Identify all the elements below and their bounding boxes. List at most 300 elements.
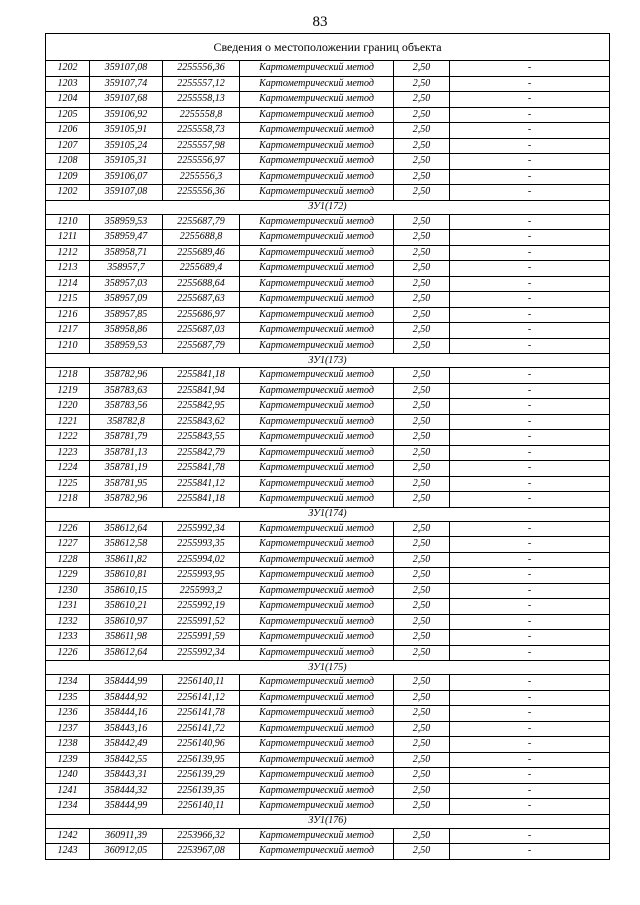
description-cell: -: [450, 721, 610, 737]
precision-cell: 2,50: [394, 368, 450, 384]
precision-cell: 2,50: [394, 799, 450, 815]
point-number-cell: 1232: [46, 614, 90, 630]
method-cell: Картометрический метод: [240, 338, 394, 354]
point-number-cell: 1225: [46, 476, 90, 492]
table-row: [46, 214, 610, 230]
description-cell: -: [450, 737, 610, 753]
method-cell: Картометрический метод: [240, 844, 394, 860]
description-cell: -: [450, 430, 610, 446]
method-cell: Картометрический метод: [240, 737, 394, 753]
method-cell: Картометрический метод: [240, 599, 394, 615]
table-row: [46, 292, 610, 308]
description-cell: -: [450, 706, 610, 722]
method-cell: Картометрический метод: [240, 690, 394, 706]
y-coordinate-cell: 2255557,98: [163, 138, 240, 154]
x-coordinate-cell: 358957,09: [90, 292, 163, 308]
x-coordinate-cell: 358612,58: [90, 537, 163, 553]
method-cell: Картометрический метод: [240, 645, 394, 661]
x-coordinate-cell: 358443,31: [90, 768, 163, 784]
description-cell: -: [450, 799, 610, 815]
precision-cell: 2,50: [394, 645, 450, 661]
method-cell: Картометрический метод: [240, 414, 394, 430]
description-cell: -: [450, 630, 610, 646]
table-row: [46, 154, 610, 170]
table-row: [46, 383, 610, 399]
x-coordinate-cell: 358958,86: [90, 323, 163, 339]
description-cell: -: [450, 537, 610, 553]
y-coordinate-cell: 2255991,59: [163, 630, 240, 646]
table-row: [46, 138, 610, 154]
table-row: [46, 245, 610, 261]
precision-cell: 2,50: [394, 214, 450, 230]
y-coordinate-cell: 2255841,18: [163, 368, 240, 384]
x-coordinate-cell: 358782,96: [90, 492, 163, 508]
precision-cell: 2,50: [394, 492, 450, 508]
description-cell: -: [450, 599, 610, 615]
point-number-cell: 1226: [46, 645, 90, 661]
y-coordinate-cell: 2255556,97: [163, 154, 240, 170]
point-number-cell: 1237: [46, 721, 90, 737]
description-cell: -: [450, 414, 610, 430]
y-coordinate-cell: 2256139,35: [163, 783, 240, 799]
point-number-cell: 1216: [46, 307, 90, 323]
method-cell: Картометрический метод: [240, 138, 394, 154]
table-row: [46, 568, 610, 584]
table-row: [46, 599, 610, 615]
x-coordinate-cell: 359107,08: [90, 61, 163, 77]
x-coordinate-cell: 358957,85: [90, 307, 163, 323]
precision-cell: 2,50: [394, 430, 450, 446]
precision-cell: 2,50: [394, 154, 450, 170]
table-row: [46, 276, 610, 292]
table-row: [46, 368, 610, 384]
point-number-cell: 1208: [46, 154, 90, 170]
y-coordinate-cell: 2255687,03: [163, 323, 240, 339]
table-row: [46, 430, 610, 446]
y-coordinate-cell: 2255556,36: [163, 185, 240, 201]
precision-cell: 2,50: [394, 338, 450, 354]
precision-cell: 2,50: [394, 185, 450, 201]
method-cell: Картометрический метод: [240, 61, 394, 77]
y-coordinate-cell: 2256141,78: [163, 706, 240, 722]
description-cell: -: [450, 185, 610, 201]
precision-cell: 2,50: [394, 844, 450, 860]
point-number-cell: 1242: [46, 828, 90, 844]
x-coordinate-cell: 358959,53: [90, 214, 163, 230]
y-coordinate-cell: 2255841,78: [163, 461, 240, 477]
point-number-cell: 1211: [46, 230, 90, 246]
precision-cell: 2,50: [394, 706, 450, 722]
y-coordinate-cell: 2255687,79: [163, 338, 240, 354]
x-coordinate-cell: 358610,81: [90, 568, 163, 584]
method-cell: Картометрический метод: [240, 768, 394, 784]
precision-cell: 2,50: [394, 123, 450, 139]
point-number-cell: 1234: [46, 799, 90, 815]
point-number-cell: 1239: [46, 752, 90, 768]
boundary-coordinates-table: [45, 33, 610, 860]
method-cell: Картометрический метод: [240, 630, 394, 646]
method-cell: Картометрический метод: [240, 292, 394, 308]
method-cell: Картометрический метод: [240, 383, 394, 399]
description-cell: -: [450, 138, 610, 154]
method-cell: Картометрический метод: [240, 230, 394, 246]
description-cell: -: [450, 844, 610, 860]
method-cell: Картометрический метод: [240, 828, 394, 844]
method-cell: Картометрический метод: [240, 552, 394, 568]
precision-cell: 2,50: [394, 323, 450, 339]
precision-cell: 2,50: [394, 245, 450, 261]
method-cell: Картометрический метод: [240, 76, 394, 92]
table-row: [46, 521, 610, 537]
x-coordinate-cell: 359105,91: [90, 123, 163, 139]
method-cell: Картометрический метод: [240, 461, 394, 477]
precision-cell: 2,50: [394, 721, 450, 737]
point-number-cell: 1204: [46, 92, 90, 108]
method-cell: Картометрический метод: [240, 583, 394, 599]
table-row: [46, 461, 610, 477]
precision-cell: 2,50: [394, 92, 450, 108]
y-coordinate-cell: 2256139,29: [163, 768, 240, 784]
precision-cell: 2,50: [394, 828, 450, 844]
section-label: ЗУ1(175): [46, 661, 610, 675]
method-cell: Картометрический метод: [240, 276, 394, 292]
table-row: [46, 169, 610, 185]
precision-cell: 2,50: [394, 61, 450, 77]
point-number-cell: 1229: [46, 568, 90, 584]
point-number-cell: 1219: [46, 383, 90, 399]
point-number-cell: 1233: [46, 630, 90, 646]
x-coordinate-cell: 359107,08: [90, 185, 163, 201]
x-coordinate-cell: 358959,53: [90, 338, 163, 354]
method-cell: Картометрический метод: [240, 675, 394, 691]
x-coordinate-cell: 358782,8: [90, 414, 163, 430]
method-cell: Картометрический метод: [240, 92, 394, 108]
x-coordinate-cell: 358444,32: [90, 783, 163, 799]
section-header-row: [46, 661, 610, 675]
method-cell: Картометрический метод: [240, 430, 394, 446]
method-cell: Картометрический метод: [240, 568, 394, 584]
method-cell: Картометрический метод: [240, 261, 394, 277]
table-row: [46, 630, 610, 646]
description-cell: -: [450, 338, 610, 354]
method-cell: Картометрический метод: [240, 185, 394, 201]
x-coordinate-cell: 358444,99: [90, 675, 163, 691]
point-number-cell: 1243: [46, 844, 90, 860]
y-coordinate-cell: 2255843,55: [163, 430, 240, 446]
y-coordinate-cell: 2255842,79: [163, 445, 240, 461]
method-cell: Картометрический метод: [240, 752, 394, 768]
precision-cell: 2,50: [394, 675, 450, 691]
method-cell: Картометрический метод: [240, 323, 394, 339]
y-coordinate-cell: 2253967,08: [163, 844, 240, 860]
x-coordinate-cell: 360911,39: [90, 828, 163, 844]
method-cell: Картометрический метод: [240, 399, 394, 415]
description-cell: -: [450, 292, 610, 308]
precision-cell: 2,50: [394, 783, 450, 799]
method-cell: Картометрический метод: [240, 799, 394, 815]
x-coordinate-cell: 358783,63: [90, 383, 163, 399]
table-title-row: [46, 34, 610, 61]
table-row: [46, 261, 610, 277]
x-coordinate-cell: 358783,56: [90, 399, 163, 415]
table-row: [46, 675, 610, 691]
description-cell: -: [450, 245, 610, 261]
table-row: [46, 752, 610, 768]
x-coordinate-cell: 358610,21: [90, 599, 163, 615]
table-row: [46, 552, 610, 568]
table-row: [46, 844, 610, 860]
point-number-cell: 1241: [46, 783, 90, 799]
x-coordinate-cell: 359107,68: [90, 92, 163, 108]
table-row: [46, 323, 610, 339]
y-coordinate-cell: 2253966,32: [163, 828, 240, 844]
table-row: [46, 690, 610, 706]
point-number-cell: 1213: [46, 261, 90, 277]
precision-cell: 2,50: [394, 690, 450, 706]
description-cell: -: [450, 521, 610, 537]
x-coordinate-cell: 358443,16: [90, 721, 163, 737]
method-cell: Картометрический метод: [240, 521, 394, 537]
method-cell: Картометрический метод: [240, 706, 394, 722]
table-row: [46, 537, 610, 553]
table-row: [46, 476, 610, 492]
section-header-row: [46, 814, 610, 828]
precision-cell: 2,50: [394, 230, 450, 246]
y-coordinate-cell: 2255558,13: [163, 92, 240, 108]
table-row: [46, 768, 610, 784]
y-coordinate-cell: 2255689,4: [163, 261, 240, 277]
y-coordinate-cell: 2255687,63: [163, 292, 240, 308]
description-cell: -: [450, 307, 610, 323]
y-coordinate-cell: 2255688,8: [163, 230, 240, 246]
description-cell: -: [450, 61, 610, 77]
table-row: [46, 645, 610, 661]
table-row: [46, 92, 610, 108]
method-cell: Картометрический метод: [240, 169, 394, 185]
method-cell: Картометрический метод: [240, 107, 394, 123]
description-cell: -: [450, 276, 610, 292]
description-cell: -: [450, 123, 610, 139]
point-number-cell: 1228: [46, 552, 90, 568]
y-coordinate-cell: 2256140,96: [163, 737, 240, 753]
method-cell: Картометрический метод: [240, 537, 394, 553]
y-coordinate-cell: 2255686,97: [163, 307, 240, 323]
x-coordinate-cell: 358610,97: [90, 614, 163, 630]
y-coordinate-cell: 2255841,12: [163, 476, 240, 492]
point-number-cell: 1218: [46, 368, 90, 384]
section-header-row: [46, 200, 610, 214]
table-row: [46, 706, 610, 722]
description-cell: -: [450, 76, 610, 92]
table-row: [46, 307, 610, 323]
description-cell: -: [450, 323, 610, 339]
point-number-cell: 1224: [46, 461, 90, 477]
x-coordinate-cell: 359105,24: [90, 138, 163, 154]
x-coordinate-cell: 358781,13: [90, 445, 163, 461]
method-cell: Картометрический метод: [240, 245, 394, 261]
y-coordinate-cell: 2255994,02: [163, 552, 240, 568]
precision-cell: 2,50: [394, 76, 450, 92]
table-row: [46, 61, 610, 77]
method-cell: Картометрический метод: [240, 476, 394, 492]
y-coordinate-cell: 2255993,95: [163, 568, 240, 584]
section-header-row: [46, 354, 610, 368]
precision-cell: 2,50: [394, 737, 450, 753]
method-cell: Картометрический метод: [240, 492, 394, 508]
x-coordinate-cell: 359105,31: [90, 154, 163, 170]
x-coordinate-cell: 358442,55: [90, 752, 163, 768]
description-cell: -: [450, 92, 610, 108]
description-cell: -: [450, 368, 610, 384]
x-coordinate-cell: 358444,92: [90, 690, 163, 706]
point-number-cell: 1205: [46, 107, 90, 123]
precision-cell: 2,50: [394, 169, 450, 185]
point-number-cell: 1209: [46, 169, 90, 185]
precision-cell: 2,50: [394, 768, 450, 784]
x-coordinate-cell: 358957,7: [90, 261, 163, 277]
table-row: [46, 185, 610, 201]
table-title: Сведения о местоположении границ объекта: [46, 34, 610, 61]
description-cell: -: [450, 552, 610, 568]
y-coordinate-cell: 2256141,12: [163, 690, 240, 706]
description-cell: -: [450, 492, 610, 508]
precision-cell: 2,50: [394, 107, 450, 123]
section-label: ЗУ1(172): [46, 200, 610, 214]
precision-cell: 2,50: [394, 138, 450, 154]
y-coordinate-cell: 2255993,35: [163, 537, 240, 553]
table-row: [46, 614, 610, 630]
precision-cell: 2,50: [394, 307, 450, 323]
x-coordinate-cell: 358611,82: [90, 552, 163, 568]
x-coordinate-cell: 358444,16: [90, 706, 163, 722]
precision-cell: 2,50: [394, 445, 450, 461]
y-coordinate-cell: 2255558,8: [163, 107, 240, 123]
table-row: [46, 783, 610, 799]
precision-cell: 2,50: [394, 261, 450, 277]
description-cell: -: [450, 445, 610, 461]
table-row: [46, 76, 610, 92]
y-coordinate-cell: 2255843,62: [163, 414, 240, 430]
y-coordinate-cell: 2255992,34: [163, 521, 240, 537]
point-number-cell: 1218: [46, 492, 90, 508]
y-coordinate-cell: 2255558,73: [163, 123, 240, 139]
y-coordinate-cell: 2256141,72: [163, 721, 240, 737]
point-number-cell: 1235: [46, 690, 90, 706]
table-row: [46, 737, 610, 753]
precision-cell: 2,50: [394, 414, 450, 430]
y-coordinate-cell: 2255688,64: [163, 276, 240, 292]
y-coordinate-cell: 2255991,52: [163, 614, 240, 630]
precision-cell: 2,50: [394, 521, 450, 537]
point-number-cell: 1217: [46, 323, 90, 339]
point-number-cell: 1222: [46, 430, 90, 446]
description-cell: -: [450, 614, 610, 630]
precision-cell: 2,50: [394, 614, 450, 630]
y-coordinate-cell: 2256140,11: [163, 675, 240, 691]
section-label: ЗУ1(174): [46, 507, 610, 521]
x-coordinate-cell: 358781,95: [90, 476, 163, 492]
point-number-cell: 1231: [46, 599, 90, 615]
y-coordinate-cell: 2255556,3: [163, 169, 240, 185]
description-cell: -: [450, 675, 610, 691]
point-number-cell: 1238: [46, 737, 90, 753]
point-number-cell: 1207: [46, 138, 90, 154]
description-cell: -: [450, 107, 610, 123]
table-row: [46, 399, 610, 415]
section-label: ЗУ1(176): [46, 814, 610, 828]
y-coordinate-cell: 2255841,18: [163, 492, 240, 508]
x-coordinate-cell: 358781,19: [90, 461, 163, 477]
x-coordinate-cell: 358957,03: [90, 276, 163, 292]
precision-cell: 2,50: [394, 752, 450, 768]
y-coordinate-cell: 2255689,46: [163, 245, 240, 261]
precision-cell: 2,50: [394, 583, 450, 599]
table-row: [46, 492, 610, 508]
description-cell: -: [450, 645, 610, 661]
method-cell: Картометрический метод: [240, 368, 394, 384]
method-cell: Картометрический метод: [240, 783, 394, 799]
point-number-cell: 1210: [46, 214, 90, 230]
description-cell: -: [450, 828, 610, 844]
point-number-cell: 1223: [46, 445, 90, 461]
x-coordinate-cell: 360912,05: [90, 844, 163, 860]
description-cell: -: [450, 476, 610, 492]
point-number-cell: 1236: [46, 706, 90, 722]
y-coordinate-cell: 2255842,95: [163, 399, 240, 415]
x-coordinate-cell: 359106,07: [90, 169, 163, 185]
table-row: [46, 583, 610, 599]
description-cell: -: [450, 783, 610, 799]
precision-cell: 2,50: [394, 537, 450, 553]
description-cell: -: [450, 568, 610, 584]
precision-cell: 2,50: [394, 399, 450, 415]
point-number-cell: 1215: [46, 292, 90, 308]
description-cell: -: [450, 583, 610, 599]
method-cell: Картометрический метод: [240, 154, 394, 170]
x-coordinate-cell: 358444,99: [90, 799, 163, 815]
point-number-cell: 1227: [46, 537, 90, 553]
method-cell: Картометрический метод: [240, 445, 394, 461]
x-coordinate-cell: 358610,15: [90, 583, 163, 599]
point-number-cell: 1202: [46, 185, 90, 201]
table-row: [46, 338, 610, 354]
x-coordinate-cell: 358442,49: [90, 737, 163, 753]
precision-cell: 2,50: [394, 292, 450, 308]
x-coordinate-cell: 359106,92: [90, 107, 163, 123]
y-coordinate-cell: 2255557,12: [163, 76, 240, 92]
description-cell: -: [450, 261, 610, 277]
method-cell: Картометрический метод: [240, 721, 394, 737]
description-cell: -: [450, 690, 610, 706]
y-coordinate-cell: 2255992,19: [163, 599, 240, 615]
section-header-row: [46, 507, 610, 521]
precision-cell: 2,50: [394, 552, 450, 568]
section-label: ЗУ1(173): [46, 354, 610, 368]
table-row: [46, 799, 610, 815]
table-row: [46, 445, 610, 461]
method-cell: Картометрический метод: [240, 307, 394, 323]
point-number-cell: 1220: [46, 399, 90, 415]
table-row: [46, 107, 610, 123]
description-cell: -: [450, 154, 610, 170]
point-number-cell: 1234: [46, 675, 90, 691]
y-coordinate-cell: 2256139,95: [163, 752, 240, 768]
description-cell: -: [450, 169, 610, 185]
point-number-cell: 1202: [46, 61, 90, 77]
y-coordinate-cell: 2256140,11: [163, 799, 240, 815]
x-coordinate-cell: 359107,74: [90, 76, 163, 92]
x-coordinate-cell: 358782,96: [90, 368, 163, 384]
